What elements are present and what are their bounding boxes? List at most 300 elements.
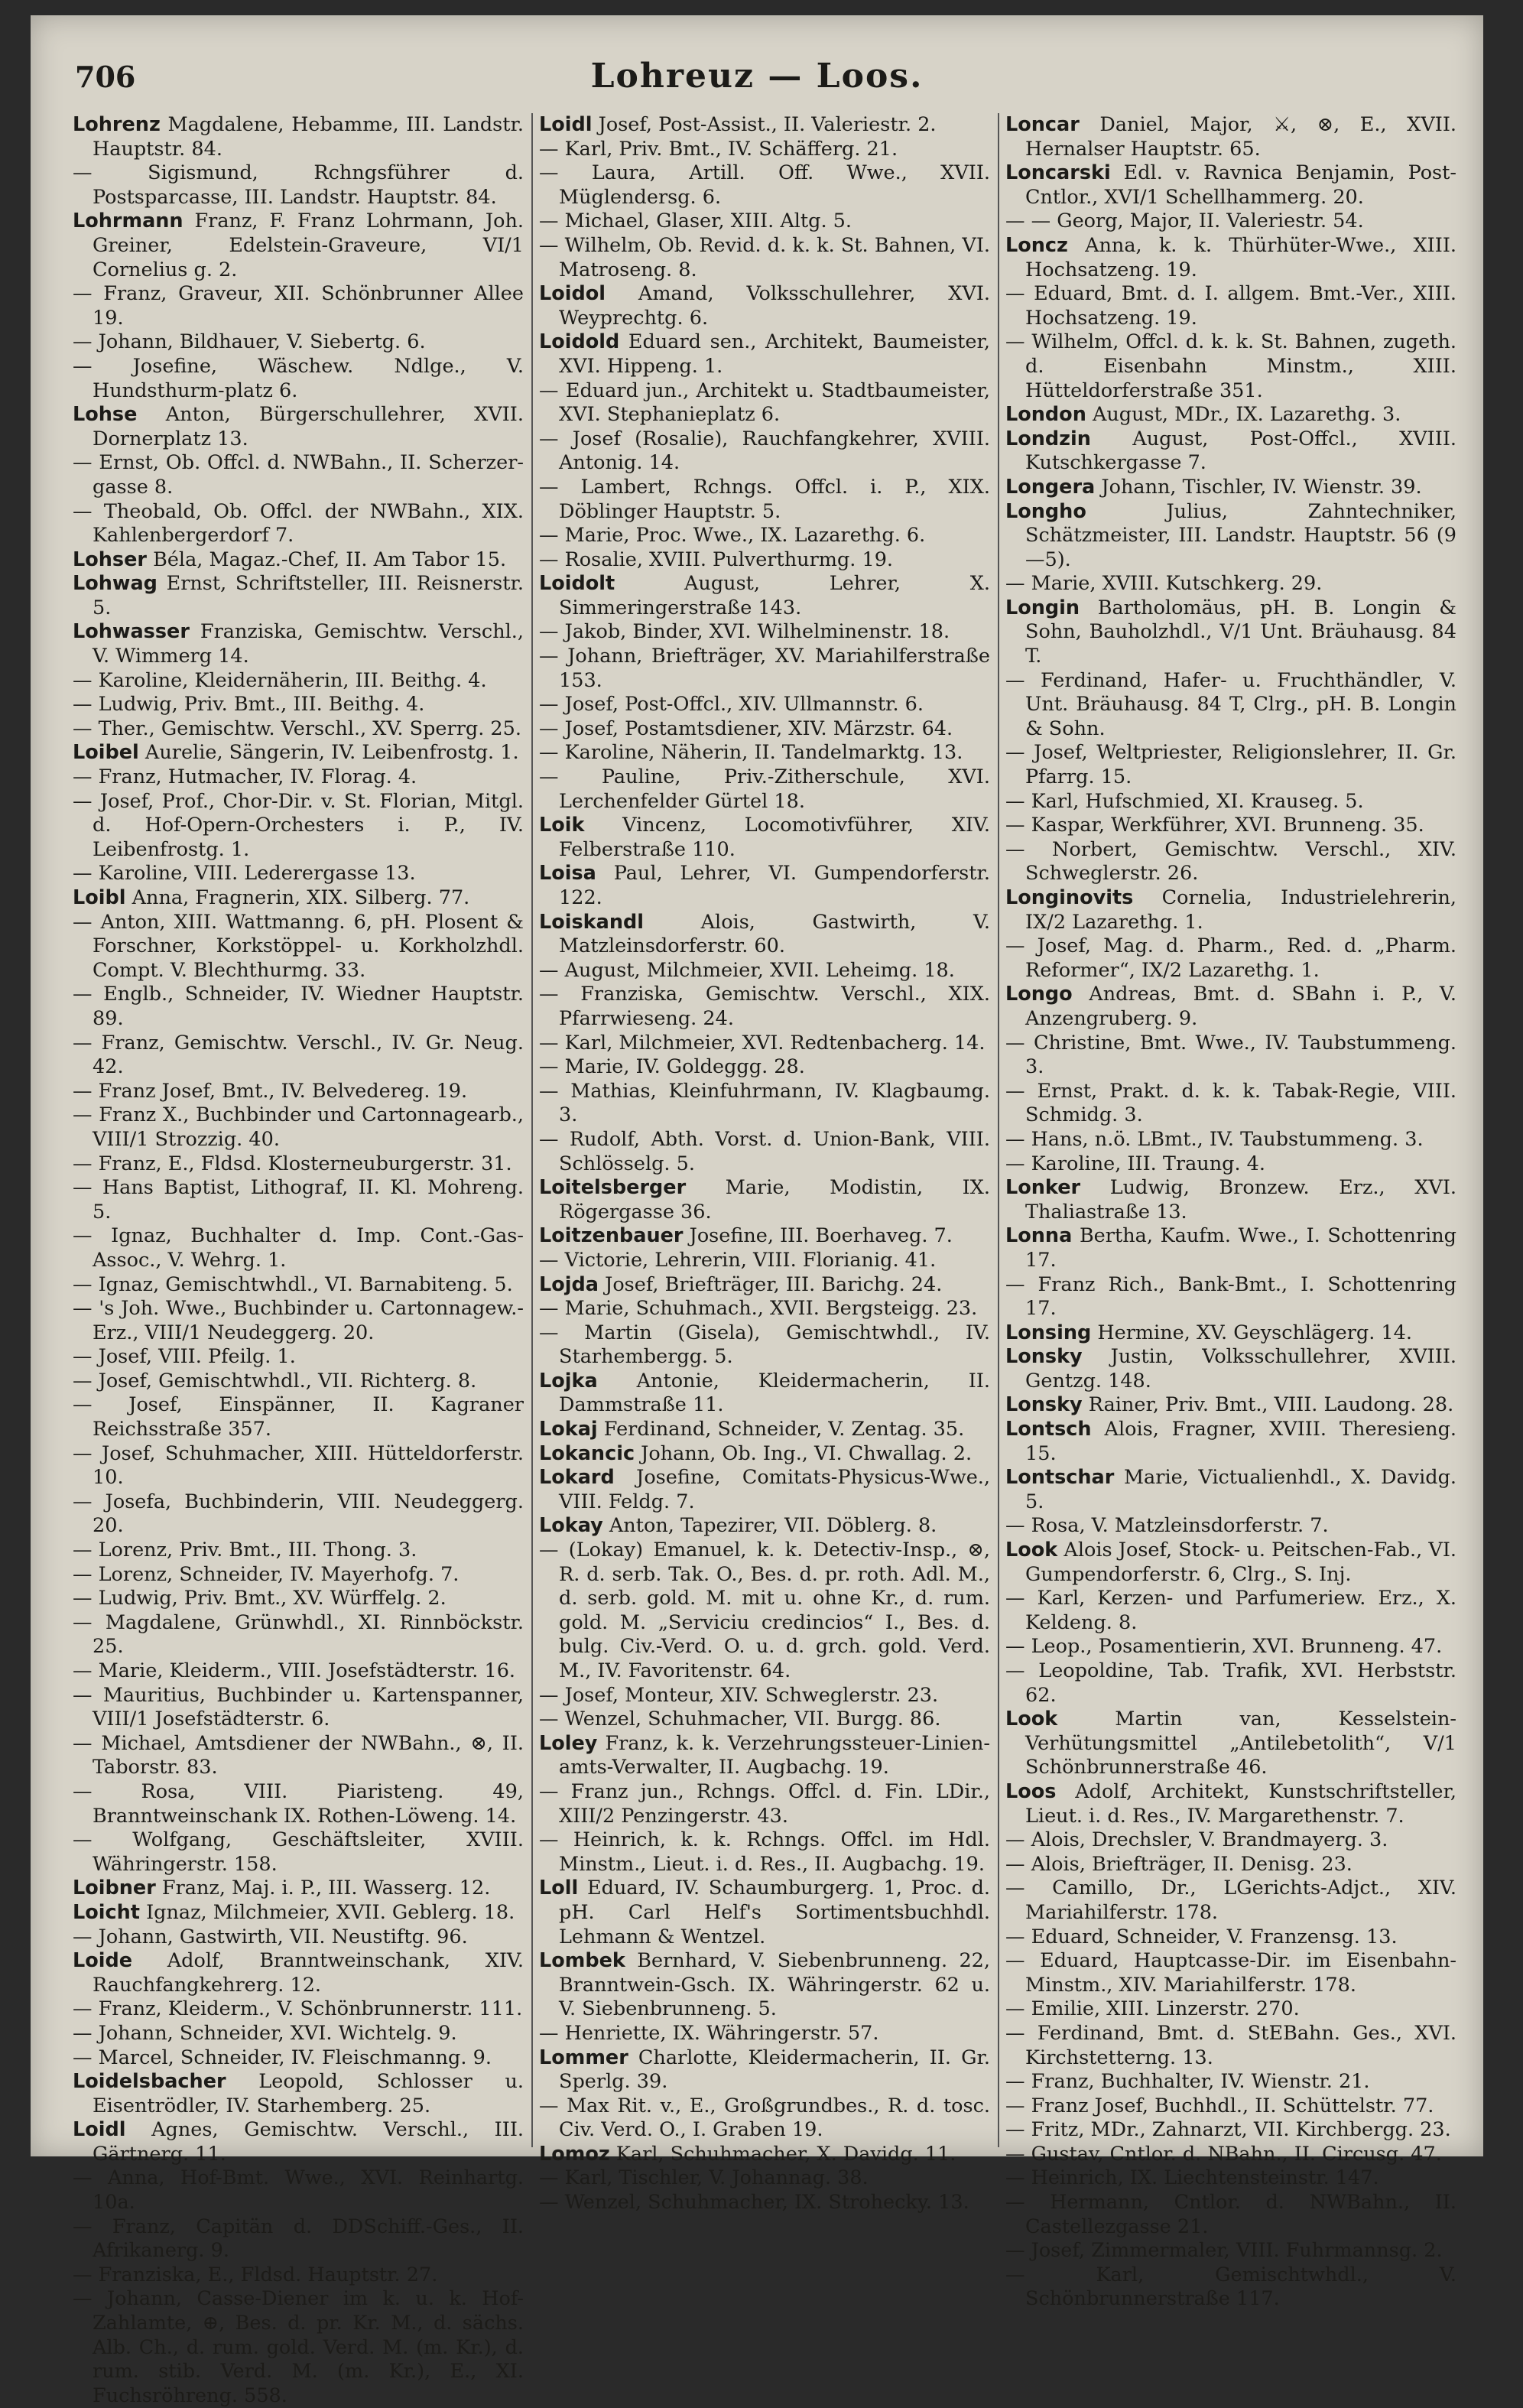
entry-surname: Lonsky xyxy=(1005,1345,1083,1369)
directory-entry xyxy=(539,1418,990,1442)
entry-text: Andreas, Bmt. d. SBahn i. P., V. Anzengruberg. 9. xyxy=(1025,983,1456,1030)
entry-text: — Marie, Proc. Wwe., IX. Lazarethg. 6. xyxy=(539,524,926,548)
entry-text: — Josef, VIII. Pfeilg. 1. xyxy=(73,1345,296,1369)
directory-entry xyxy=(73,1176,524,1224)
directory-entry xyxy=(539,1466,990,1514)
entry-text: — Wilhelm, Offcl. d. k. k. St. Bahnen, zugeth. d. Eisenbahn Minstm., XIII. Hütteldorferstraße 351. xyxy=(1005,330,1456,402)
directory-entry xyxy=(1005,1032,1456,1080)
entry-text: — Karoline, Kleidernäherin, III. Beithg. 4. xyxy=(73,668,487,692)
directory-entry xyxy=(1005,234,1456,282)
directory-entry xyxy=(539,1828,990,1877)
running-head: Lohreuz — Loos. xyxy=(590,57,924,96)
directory-entry xyxy=(73,741,524,765)
entry-text: — Heinrich, IX. Liechtensteinstr. 147. xyxy=(1005,2166,1379,2190)
entry-text: — Marie, Schuhmach., XVII. Bergsteigg. 23. xyxy=(539,1297,978,1321)
entry-surname: Loibner xyxy=(73,1877,156,1900)
entry-text: — Ernst, Ob. Offcl. d. NWBahn., II. Scherzer-gasse 8. xyxy=(73,451,524,499)
entry-text: Daniel, Major, ⚔, ⊗, E., XVII. Hernalser Hauptstr. 65. xyxy=(1025,113,1456,161)
entry-text: — Josefine, Wäschew. Ndlge., V. Hundsthurm-platz 6. xyxy=(73,354,524,402)
entry-text: — Franz, Gemischtw. Verschl., IV. Gr. Neug. 42. xyxy=(73,1031,524,1079)
directory-entry xyxy=(539,1442,990,1467)
directory-entry xyxy=(539,113,990,138)
directory-entry xyxy=(1005,669,1456,742)
entry-surname: Lontschar xyxy=(1005,1466,1115,1490)
directory-entry xyxy=(1005,1925,1456,1950)
directory-entry xyxy=(539,1176,990,1224)
entry-text: Ernst, Schriftsteller, III. Reisnerstr. 5. xyxy=(93,572,524,619)
entry-text: Marie, Modistin, IX. Rögergasse 36. xyxy=(559,1176,990,1223)
entry-surname: Lombek xyxy=(539,1949,625,1973)
entry-text: Franziska, Gemischtw. Verschl., V. Wimmerg 14. xyxy=(93,620,524,668)
entry-text: — Ferdinand, Bmt. d. StEBahn. Ges., XVI. Kirchstetterng. 13. xyxy=(1005,2021,1456,2069)
directory-entry xyxy=(73,717,524,742)
directory-entry xyxy=(73,1393,524,1441)
entry-text: — Karl, Kerzen- und Parfumeriew. Erz., X. Keldeng. 8. xyxy=(1005,1587,1456,1634)
entry-surname: Lonsing xyxy=(1005,1321,1092,1344)
entry-text: Antonie, Kleidermacherin, II. Dammstraße 11. xyxy=(559,1369,990,1417)
directory-entry xyxy=(1005,2166,1456,2191)
directory-entry xyxy=(73,2070,524,2118)
entry-surname: Loos xyxy=(1005,1779,1057,1803)
directory-entry xyxy=(1005,2070,1456,2094)
entry-text: Julius, Zahntechniker, Schätzmeister, III. Landstr. Hauptstr. 56 (9—5). xyxy=(1025,499,1457,571)
directory-entry xyxy=(1005,1224,1456,1272)
entry-surname: Loncz xyxy=(1005,233,1068,257)
entry-text: — Lorenz, Priv. Bmt., III. Thong. 3. xyxy=(73,1539,417,1562)
entry-text: — Alois, Drechsler, V. Brandmayerg. 3. xyxy=(1005,1828,1388,1852)
entry-surname: Lokancic xyxy=(539,1441,635,1465)
directory-entry xyxy=(1005,790,1456,814)
entry-text: — Hans Baptist, Lithograf, II. Kl. Mohreng. 5. xyxy=(73,1176,524,1223)
directory-entry xyxy=(1005,886,1456,934)
directory-entry xyxy=(1005,1418,1456,1466)
entry-surname: Lommer xyxy=(539,2046,628,2069)
directory-entry xyxy=(539,234,990,282)
entry-text: — Lorenz, Schneider, IV. Mayerhofg. 7. xyxy=(73,1562,459,1586)
directory-entry xyxy=(73,1103,524,1152)
entry-text: Amand, Volksschullehrer, XVI. Weyprechtg. 6. xyxy=(559,282,991,330)
entry-surname: Lonker xyxy=(1005,1176,1081,1200)
entry-text: Magdalene, Hebamme, III. Landstr. Hauptstr. 84. xyxy=(93,113,524,161)
entry-text: Alois, Gastwirth, V. Matzleinsdorferstr. 60. xyxy=(559,910,991,958)
directory-entry xyxy=(73,1442,524,1490)
directory-entry xyxy=(539,330,990,379)
directory-entry xyxy=(539,2191,990,2215)
directory-entry xyxy=(1005,282,1456,330)
entry-text: Anton, Tapezirer, VII. Döblerg. 8. xyxy=(609,1514,937,1538)
directory-entry xyxy=(539,645,990,693)
directory-entry xyxy=(1005,1176,1456,1224)
entry-text: — Christine, Bmt. Wwe., IV. Taubstummeng. 3. xyxy=(1005,1031,1456,1079)
entry-text: Béla, Magaz.-Chef, II. Am Tabor 15. xyxy=(153,548,507,571)
entry-surname: Lohser xyxy=(73,548,147,571)
entry-text: — Magdalene, Grünwhdl., XI. Rinnböckstr. 25. xyxy=(73,1610,524,1659)
entry-surname: Lohwag xyxy=(73,572,157,596)
entry-text: Martin van, Kesselstein-Verhütungsmittel „Antilebetolith“, V/1 Schönbrunnerstraße 46. xyxy=(1025,1708,1457,1779)
entry-surname: Loicht xyxy=(73,1900,140,1924)
entry-text: — Franz, Kleiderm., V. Schönbrunnerstr. 111. xyxy=(73,1997,523,2021)
entry-text: Anna, Fragnerin, XIX. Silberg. 77. xyxy=(132,886,470,909)
entry-text: — Karl, Gemischtwhdl., V. Schönbrunnerstraße 117. xyxy=(1005,2263,1456,2311)
directory-entry xyxy=(73,500,524,548)
entry-surname: Loibl xyxy=(73,886,126,909)
entry-surname: Lomoz xyxy=(539,2142,610,2166)
directory-entry xyxy=(1005,1708,1456,1780)
entry-text: Anton, Bürgerschullehrer, XVII. Dornerplatz 13. xyxy=(93,403,524,450)
directory-entry xyxy=(1005,1659,1456,1708)
entry-text: — (Lokay) Emanuel, k. k. Detectiv-Insp., ⊗, R. d. serb. Tak. O., Bes. d. pr. roth. Adl. M., d. serb. gold. M. mit u. ohne Kr., d. rum. gold. M. „Serviciu credincios“ I., Bes. d. bulg. Civ.-Verd. O. u. d. grch. gold. Verd. M., IV. Favoritenstr. 64. xyxy=(539,1539,990,1682)
entry-text: — Josef, Prof., Chor-Dir. v. St. Florian, Mitgl. d. Hof-Opern-Orchesters i. P., IV. Leibenfrostg. 1. xyxy=(73,789,524,861)
entry-text: — Henriette, IX. Währingerstr. 57. xyxy=(539,2021,879,2045)
entry-text: — Marie, IV. Goldeggg. 28. xyxy=(539,1055,805,1079)
directory-entry xyxy=(539,524,990,548)
directory-entry xyxy=(73,161,524,210)
directory-entry xyxy=(539,1370,990,1418)
entry-surname: Look xyxy=(1005,1539,1058,1562)
directory-entry xyxy=(1005,1539,1456,1587)
directory-entry xyxy=(539,2022,990,2046)
directory-entry xyxy=(73,1732,524,1780)
entry-text: Leopold, Schlosser u. Eisentrödler, IV. Starhemberg. 25. xyxy=(93,2070,524,2117)
directory-entry xyxy=(73,886,524,911)
directory-entry xyxy=(539,693,990,717)
columns xyxy=(73,113,1457,2407)
entry-text: Aurelie, Sängerin, IV. Leibenfrostg. 1. xyxy=(145,741,519,765)
entry-text: — Josef, Weltpriester, Religionslehrer, II. Gr. Pfarrg. 15. xyxy=(1005,741,1456,789)
directory-entry xyxy=(1005,2143,1456,2167)
entry-text: August, Lehrer, X. Simmeringerstraße 143. xyxy=(559,572,991,619)
entry-text: — Max Rit. v., E., Großgrundbes., R. d. tosc. Civ. Verd. O., I. Graben 19. xyxy=(539,2094,990,2142)
entry-text: — Mathias, Kleinfuhrmann, IV. Klagbaumg. 3. xyxy=(539,1079,990,1127)
entry-text: — Franz, Buchhalter, IV. Wienstr. 21. xyxy=(1005,2070,1370,2094)
entry-text: — Ludwig, Priv. Bmt., III. Beithg. 4. xyxy=(73,693,425,717)
entry-text: Ludwig, Bronzew. Erz., XVI. Thaliastraße 13. xyxy=(1025,1176,1456,1223)
directory-entry xyxy=(539,379,990,427)
directory-entry xyxy=(539,911,990,959)
entry-surname: Londzin xyxy=(1005,427,1091,450)
entry-text: — Laura, Artill. Off. Wwe., XVII. Müglendersg. 6. xyxy=(539,161,990,209)
column-3 xyxy=(998,113,1457,2311)
entry-surname: Loidolt xyxy=(539,572,615,596)
column-1 xyxy=(73,113,524,2407)
entry-text: — Norbert, Gemischtw. Verschl., XIV. Schweglerstr. 26. xyxy=(1005,837,1456,886)
entry-text: Franz, k. k. Verzehrungssteuer-Linien-amts-Verwalter, II. Augbachg. 19. xyxy=(559,1731,990,1779)
directory-entry xyxy=(1005,2191,1456,2239)
directory-entry xyxy=(1005,1273,1456,1321)
directory-entry xyxy=(1005,1635,1456,1659)
entry-text: — Eduard, Hauptcasse-Dir. im Eisenbahn-Minstm., XIV. Mariahilferstr. 178. xyxy=(1005,1949,1456,1997)
directory-entry xyxy=(73,451,524,499)
entry-text: — Martin (Gisela), Gemischtwhdl., IV. Starhembergg. 5. xyxy=(539,1321,990,1369)
directory-entry xyxy=(73,2166,524,2215)
directory-entry xyxy=(73,1032,524,1080)
entry-text: — Josef, Schuhmacher, XIII. Hütteldorferstr. 10. xyxy=(73,1441,524,1490)
directory-entry xyxy=(73,1925,524,1950)
entry-text: — Franziska, E., Fldsd. Hauptstr. 27. xyxy=(73,2263,438,2286)
entry-surname: Lokard xyxy=(539,1466,615,1490)
entry-text: — Theobald, Ob. Offcl. der NWBahn., XIX. Kahlenbergerdorf 7. xyxy=(73,499,524,548)
entry-text: — Michael, Glaser, XIII. Altg. 5. xyxy=(539,210,852,233)
directory-entry xyxy=(1005,814,1456,838)
entry-surname: Lokaj xyxy=(539,1418,598,1441)
directory-entry xyxy=(539,765,990,814)
directory-entry xyxy=(539,138,990,162)
entry-text: — Wenzel, Schuhmacher, IX. Strohecky. 13. xyxy=(539,2191,969,2215)
directory-entry xyxy=(73,765,524,790)
directory-entry xyxy=(73,1828,524,1877)
entry-text: — Franz, Hutmacher, IV. Florag. 4. xyxy=(73,765,417,789)
entry-text: — Camillo, Dr., LGerichts-Adjct., XIV. Mariahilferstr. 178. xyxy=(1005,1877,1456,1924)
directory-entry xyxy=(539,1128,990,1176)
directory-entry xyxy=(1005,427,1456,476)
directory-entry xyxy=(1005,161,1456,210)
directory-entry xyxy=(1005,2094,1456,2119)
directory-entry xyxy=(539,1780,990,1828)
entry-text: — Ludwig, Priv. Bmt., XV. Würffelg. 2. xyxy=(73,1587,447,1610)
entry-surname: Loiskandl xyxy=(539,910,645,934)
entry-text: — Wolfgang, Geschäftsleiter, XVIII. Währingerstr. 158. xyxy=(73,1828,524,1876)
entry-text: — Josef (Rosalie), Rauchfangkehrer, XVIII. Antonig. 14. xyxy=(539,427,990,475)
entry-text: — Ernst, Prakt. d. k. k. Tabak-Regie, VIII. Schmidg. 3. xyxy=(1005,1079,1456,1127)
directory-entry xyxy=(539,1080,990,1128)
directory-entry xyxy=(539,2166,990,2191)
directory-entry xyxy=(1005,741,1456,789)
entry-text: Ignaz, Milchmeier, XVII. Geblerg. 18. xyxy=(146,1900,515,1924)
entry-surname: Lojda xyxy=(539,1272,599,1296)
directory-entry xyxy=(1005,1587,1456,1635)
directory-entry xyxy=(1005,2239,1456,2263)
entry-text: — Franziska, Gemischtw. Verschl., XIX. Pfarrwieseng. 24. xyxy=(539,983,990,1030)
directory-entry xyxy=(539,1514,990,1539)
directory-entry xyxy=(539,1055,990,1080)
entry-text: — Marie, Kleiderm., VIII. Josefstädterstr. 16. xyxy=(73,1659,516,1682)
entry-text: — Ferdinand, Hafer- u. Fruchthändler, V. Unt. Bräuhausg. 84 T, Clrg., pH. B. Longin & Sohn. xyxy=(1005,668,1456,740)
directory-entry xyxy=(73,1370,524,1394)
entry-text: Bartholomäus, pH. B. Longin & Sohn, Bauholzhdl., V/1 Unt. Bräuhausg. 84 T. xyxy=(1025,596,1456,668)
entry-text: Josefine, III. Boerhaveg. 7. xyxy=(689,1224,953,1248)
directory-entry xyxy=(539,1297,990,1321)
entry-text: — Eduard jun., Architekt u. Stadtbaumeister, XVI. Stephanieplatz 6. xyxy=(539,379,990,427)
entry-text: — Heinrich, k. k. Rchngs. Offcl. im Hdl. Minstm., Lieut. i. d. Res., II. Augbachg. 19. xyxy=(539,1828,990,1876)
directory-entry xyxy=(73,790,524,863)
entry-text: — Marie, XVIII. Kutschkerg. 29. xyxy=(1005,572,1323,596)
entry-surname: Loitelsberger xyxy=(539,1176,687,1200)
entry-text: — Karoline, VIII. Lederergasse 13. xyxy=(73,862,416,886)
entry-surname: Longera xyxy=(1005,475,1096,499)
directory-entry xyxy=(73,1684,524,1732)
entry-text: Anna, k. k. Thürhüter-Wwe., XIII. Hochsatzeng. 19. xyxy=(1025,233,1456,281)
entry-surname: Loitzenbauer xyxy=(539,1224,684,1248)
entry-text: August, Post-Offcl., XVIII. Kutschkergasse 7. xyxy=(1025,427,1456,475)
directory-entry xyxy=(1005,983,1456,1031)
entry-text: — Mauritius, Buchbinder u. Kartenspanner, VIII/1 Josefstädterstr. 6. xyxy=(73,1683,524,1731)
directory-entry xyxy=(73,1152,524,1177)
directory-entry xyxy=(1005,1128,1456,1152)
entry-text: Alois Josef, Stock- u. Peitschen-Fab., VI. Gumpendorferstr. 6, Clrg., S. Inj. xyxy=(1025,1539,1456,1586)
entry-text: Rainer, Priv. Bmt., VIII. Laudong. 28. xyxy=(1088,1393,1454,1417)
directory-entry xyxy=(539,1732,990,1780)
entry-text: — Franz, E., Fldsd. Klosterneuburgerstr. 31. xyxy=(73,1152,512,1175)
directory-entry xyxy=(539,476,990,524)
entry-text: — Fritz, MDr., Zahnarzt, VII. Kirchbergg. 23. xyxy=(1005,2118,1451,2142)
directory-entry xyxy=(1005,500,1456,573)
entry-surname: Loibel xyxy=(73,741,139,765)
entry-surname: Loik xyxy=(539,814,585,837)
entry-surname: Loidl xyxy=(539,113,593,136)
directory-entry xyxy=(73,1273,524,1298)
entry-surname: Longinovits xyxy=(1005,886,1134,909)
directory-entry xyxy=(73,1877,524,1901)
entry-text: — Johann, Casse-Diener im k. u. k. Hof-Zahlamte, ⊕, Bes. d. pr. Kr. M., d. sächs. Alb. Ch., d. rum. gold. Verd. M. (m. Kr.), d. rum. stib. Verd. M. (m. Kr.), E., XI. Fuchsröhreng. 558. xyxy=(73,2287,524,2407)
entry-surname: Lokay xyxy=(539,1514,603,1538)
entry-text: — Franz Rich., Bank-Bmt., I. Schottenring 17. xyxy=(1005,1272,1456,1321)
directory-entry xyxy=(539,548,990,573)
entry-text: Karl, Schuhmacher, X. Davidg. 11. xyxy=(615,2142,956,2166)
directory-entry xyxy=(73,282,524,330)
entry-text: — Eduard, Bmt. d. I. allgem. Bmt.-Ver., XIII. Hochsatzeng. 19. xyxy=(1005,282,1456,330)
entry-text: — Karl, Hufschmied, XI. Krauseg. 5. xyxy=(1005,789,1364,813)
entry-text: Vincenz, Locomotivführer, XIV. Felberstraße 110. xyxy=(559,814,991,861)
directory-entry xyxy=(1005,572,1456,596)
entry-text: — Karl, Milchmeier, XVI. Redtenbacherg. 14. xyxy=(539,1031,986,1055)
entry-text: — Josef, Zimmermaler, VIII. Fuhrmannsg. 2. xyxy=(1005,2239,1443,2263)
entry-text: — Rosa, V. Matzleinsdorferstr. 7. xyxy=(1005,1514,1329,1538)
entry-text: — Ther., Gemischtw. Verschl., XV. Sperrg. 25. xyxy=(73,717,521,740)
entry-text: Adolf, Branntweinschank, XIV. Rauchfangkehrerg. 12. xyxy=(93,1949,524,1997)
entry-text: — Johann, Schneider, XVI. Wichtelg. 9. xyxy=(73,2021,457,2045)
entry-text: — Karl, Tischler, V. Johannag. 38. xyxy=(539,2166,869,2190)
entry-text: — Franz Josef, Buchhdl., II. Schüttelstr. 77. xyxy=(1005,2094,1434,2117)
entry-text: — Rosalie, XVIII. Pulverthurmg. 19. xyxy=(539,548,894,571)
entry-text: — Ignaz, Buchhalter d. Imp. Cont.-Gas-Assoc., V. Wehrg. 1. xyxy=(73,1224,524,1272)
entry-text: — Johann, Briefträger, XV. Mariahilferstraße 153. xyxy=(539,645,990,692)
entry-surname: Lontsch xyxy=(1005,1418,1092,1441)
entry-text: — Anna, Hof-Bmt. Wwe., XVI. Reinhartg. 10a. xyxy=(73,2166,524,2215)
directory-entry xyxy=(539,620,990,645)
directory-entry xyxy=(1005,1828,1456,1853)
entry-text: Justin, Volksschullehrer, XVIII. Gentzg. 148. xyxy=(1025,1345,1457,1392)
entry-text: Franz, Maj. i. P., III. Wasserg. 12. xyxy=(161,1877,491,1900)
entry-surname: Look xyxy=(1005,1708,1058,1731)
entry-text: Josef, Briefträger, III. Barichg. 24. xyxy=(605,1272,943,1296)
entry-text: — Johann, Gastwirth, VII. Neustiftg. 96. xyxy=(73,1925,468,1948)
entry-text: Agnes, Gemischtw. Verschl., III. Gärtnerg. 11. xyxy=(93,2118,524,2166)
entry-text: — Alois, Briefträger, II. Denisg. 23. xyxy=(1005,1852,1353,1876)
directory-entry xyxy=(539,862,990,910)
entry-text: — Rosa, VIII. Piaristeng. 49, Branntweinschank IX. Rothen-Löweng. 14. xyxy=(73,1779,524,1828)
entry-text: — Franz, Capitän d. DDSchiff.-Ges., II. Afrikanerg. 9. xyxy=(73,2215,524,2263)
directory-entry xyxy=(73,355,524,403)
directory-entry xyxy=(73,2022,524,2046)
entry-surname: Lojka xyxy=(539,1369,598,1392)
entry-text: — Eduard, Schneider, V. Franzensg. 13. xyxy=(1005,1925,1398,1948)
directory-entry xyxy=(539,161,990,210)
entry-text: — Karoline, III. Traung. 4. xyxy=(1005,1152,1265,1175)
entry-text: — Marcel, Schneider, IV. Fleischmanng. 9. xyxy=(73,2046,492,2069)
directory-entry xyxy=(1005,1949,1456,1997)
directory-entry xyxy=(73,548,524,573)
entry-surname: Lonsky xyxy=(1005,1393,1083,1417)
directory-entry xyxy=(73,1224,524,1272)
directory-entry xyxy=(1005,403,1456,427)
directory-entry xyxy=(539,1321,990,1370)
entry-text: — Englb., Schneider, IV. Wiedner Hauptstr. 89. xyxy=(73,983,524,1030)
entry-surname: Loidelsbacher xyxy=(73,2070,226,2094)
entry-text: — Franz Josef, Bmt., IV. Belvedereg. 19. xyxy=(73,1079,468,1103)
entry-text: Cornelia, Industrielehrerin, IX/2 Lazarethg. 1. xyxy=(1025,886,1456,934)
directory-entry xyxy=(73,2263,524,2288)
entry-surname: Longho xyxy=(1005,499,1086,523)
directory-entry xyxy=(539,1224,990,1249)
directory-entry xyxy=(73,1587,524,1611)
directory-entry xyxy=(1005,1466,1456,1514)
directory-entry xyxy=(539,2094,990,2143)
entry-surname: Loidl xyxy=(73,2118,126,2142)
directory-entry xyxy=(1005,1393,1456,1418)
entry-text: — Leopoldine, Tab. Trafik, XVI. Herbststr. 62. xyxy=(1005,1659,1456,1707)
directory-entry xyxy=(1005,596,1456,669)
entry-text: — Victorie, Lehrerin, VIII. Florianig. 41. xyxy=(539,1248,937,1272)
entry-text: — Sigismund, Rchngsführer d. Postsparcasse, III. Landstr. Hauptstr. 84. xyxy=(73,161,524,209)
entry-text: — Emilie, XIII. Linzerstr. 270. xyxy=(1005,1997,1300,2021)
entry-text: Hermine, XV. Geyschlägerg. 14. xyxy=(1097,1321,1412,1344)
directory-entry xyxy=(73,983,524,1031)
entry-text: — Ignaz, Gemischtwhdl., VI. Barnabiteng. 5. xyxy=(73,1272,513,1296)
directory-entry xyxy=(1005,1080,1456,1128)
entry-text: — August, Milchmeier, XVII. Leheimg. 18. xyxy=(539,958,955,982)
directory-entry xyxy=(73,1949,524,1997)
directory-entry xyxy=(539,210,990,234)
directory-entry xyxy=(73,862,524,886)
directory-entry xyxy=(73,1490,524,1539)
entry-text: — — Georg, Major, II. Valeriestr. 54. xyxy=(1005,210,1364,233)
entry-text: August, MDr., IX. Lazarethg. 3. xyxy=(1092,403,1401,427)
entry-surname: Loidold xyxy=(539,330,620,354)
entry-surname: Lonna xyxy=(1005,1224,1073,1248)
directory-entry xyxy=(73,1997,524,2022)
directory-entry xyxy=(1005,934,1456,983)
entry-text: Josefine, Comitats-Physicus-Wwe., VIII. Feldg. 7. xyxy=(559,1466,990,1513)
entry-text: — Karl, Priv. Bmt., IV. Schäfferg. 21. xyxy=(539,137,898,161)
directory-entry xyxy=(73,2287,524,2408)
entry-text: — Wilhelm, Ob. Revid. d. k. k. St. Bahnen, VI. Matroseng. 8. xyxy=(539,233,990,281)
directory-entry xyxy=(1005,2118,1456,2143)
entry-text: — Anton, XIII. Wattmanng. 6, pH. Plosent & Forschner, Korkstöppel- u. Korkholzhdl. Compt. V. Blechthurmg. 33. xyxy=(73,910,524,982)
entry-text: Bernhard, V. Siebenbrunneng. 22, Branntwein-Gsch. IX. Währingerstr. 62 u. V. Siebenbrunneng. 5. xyxy=(559,1949,990,2021)
entry-text: — Rudolf, Abth. Vorst. d. Union-Bank, VIII. Schlösselg. 5. xyxy=(539,1127,990,1175)
directory-entry xyxy=(73,572,524,620)
directory-entry xyxy=(539,1539,990,1684)
entry-text: — Josef, Postamtsdiener, XIV. Märzstr. 64. xyxy=(539,717,953,740)
directory-entry xyxy=(1005,476,1456,500)
directory-entry xyxy=(1005,1853,1456,1877)
entry-surname: Longin xyxy=(1005,596,1080,619)
entry-text: Adolf, Architekt, Kunstschriftsteller, Lieut. i. d. Res., IV. Margarethenstr. 7. xyxy=(1025,1779,1457,1828)
directory-entry xyxy=(539,1877,990,1949)
entry-text: — Kaspar, Werkführer, XVI. Brunneng. 35. xyxy=(1005,814,1424,837)
directory-entry xyxy=(73,113,524,161)
entry-text: — Josef, Mag. d. Pharm., Red. d. „Pharm. Reformer“, IX/2 Lazarethg. 1. xyxy=(1005,934,1456,982)
directory-entry xyxy=(1005,1780,1456,1828)
entry-text: Paul, Lehrer, VI. Gumpendorferstr. 122. xyxy=(559,862,990,909)
entry-surname: Lohwasser xyxy=(73,620,190,644)
entry-surname: Lohrmann xyxy=(73,210,183,233)
directory-entry xyxy=(1005,1997,1456,2022)
entry-text: — Karoline, Näherin, II. Tandelmarktg. 13. xyxy=(539,741,963,765)
directory-entry xyxy=(73,620,524,668)
entry-text: Edl. v. Ravnica Benjamin, Post-Cntlor., XVI/1 Schellhammerg. 20. xyxy=(1025,161,1457,209)
entry-text: — Josef, Einspänner, II. Kagraner Reichsstraße 357. xyxy=(73,1393,524,1441)
